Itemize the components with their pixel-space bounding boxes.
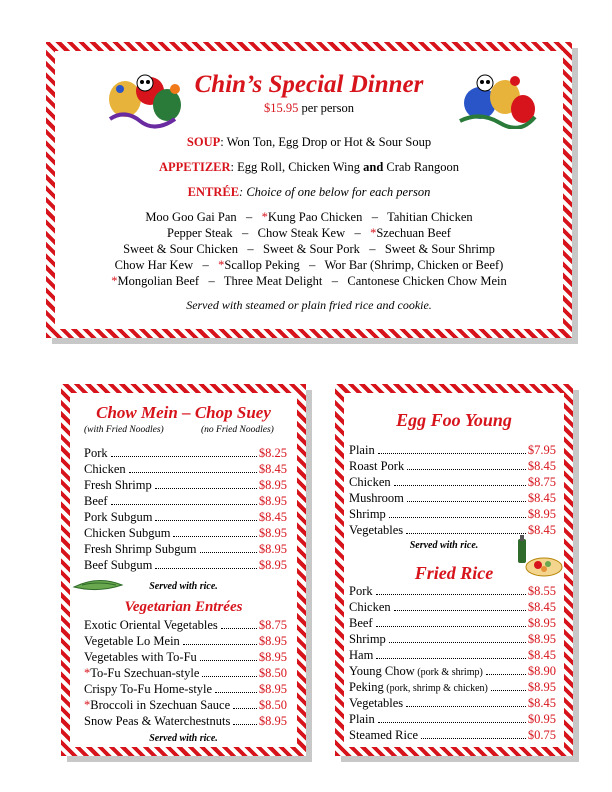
menu-item <box>349 696 556 712</box>
spicy-marker: * <box>218 258 225 272</box>
special-dinner-price <box>55 101 563 116</box>
item-name-text: Ham <box>349 648 374 662</box>
entree-text: Kung Pao Chicken – Tahitian Chicken <box>267 210 473 224</box>
dot-leader <box>389 507 526 518</box>
chow-mein-title: Chow Mein – Chop Suey <box>96 403 271 422</box>
egg-foo-young-panel <box>335 384 573 756</box>
vegetarian-note: Served with rice. <box>149 733 218 744</box>
with-noodles-note: (with Fried Noodles) <box>84 425 164 435</box>
menu-item-name <box>349 507 386 522</box>
item-name-text: Chicken Subgum <box>84 526 171 540</box>
entree-choices-line-3: Sweet & Sour Chicken – Sweet & Sour Pork – Sweet & Sour Shrimp <box>123 242 495 256</box>
menu-item-price: $0.95 <box>527 712 556 726</box>
menu-item-name <box>349 584 373 599</box>
item-name-text: Pork Subgum <box>84 510 153 524</box>
menu-item <box>84 682 287 698</box>
item-name-text: Fresh Shrimp <box>84 478 152 492</box>
item-name-text: Vegetable Lo Mein <box>84 634 180 648</box>
served-with-note: Served with steamed or plain fried rice and cookie. <box>186 298 432 312</box>
menu-item-name <box>349 664 483 679</box>
menu-item-price: $8.95 <box>258 526 287 540</box>
dot-leader <box>378 443 526 454</box>
menu-item-name <box>84 558 152 573</box>
menu-item <box>349 584 556 600</box>
menu-item-name <box>84 478 152 493</box>
item-name-text: To-Fu Szechuan-style <box>90 666 200 680</box>
menu-item-price: $0.75 <box>527 728 556 742</box>
dot-leader <box>407 491 526 502</box>
menu-item <box>349 648 556 664</box>
menu-item-name <box>349 443 375 458</box>
appetizer-and: and <box>363 160 384 174</box>
menu-item <box>84 650 287 666</box>
menu-item-price: $8.95 <box>258 714 287 728</box>
price-value: $15.95 <box>264 101 299 115</box>
item-name-text: Chicken <box>349 475 391 489</box>
item-name-text: Roast Pork <box>349 459 405 473</box>
menu-item-name <box>349 728 418 743</box>
menu-item-name <box>349 712 375 727</box>
dot-leader <box>155 510 256 521</box>
menu-item <box>84 618 287 634</box>
menu-item-name <box>84 698 230 713</box>
menu-item <box>349 632 556 648</box>
spicy-marker: * <box>84 666 91 680</box>
item-name-text: Steamed Rice <box>349 728 419 742</box>
menu-item-name <box>84 618 218 633</box>
menu-item-name <box>349 491 404 506</box>
entree-text: Moo Goo Gai Pan – <box>145 210 262 224</box>
menu-item-name <box>349 459 404 474</box>
item-name-text: Plain <box>349 443 375 457</box>
spicy-marker: * <box>111 274 118 288</box>
entree-instruction: : Choice of one below for each person <box>239 185 431 199</box>
menu-item-name <box>84 542 197 557</box>
menu-item-price: $8.95 <box>258 478 287 492</box>
menu-item-price: $8.45 <box>527 696 556 710</box>
dot-leader <box>111 446 257 457</box>
appetizer-text: : Egg Roll, Chicken Wing <box>230 160 364 174</box>
item-name-text: Broccoli in Szechuan Sauce <box>90 698 231 712</box>
menu-item <box>84 526 287 542</box>
menu-item-price: $8.95 <box>258 558 287 572</box>
menu-item <box>349 616 556 632</box>
fried-rice-title: Fried Rice <box>414 563 494 583</box>
menu-item-price: $8.95 <box>258 650 287 664</box>
menu-item-name <box>349 475 391 490</box>
soup-options: : Won Ton, Egg Drop or Hot & Sour Soup <box>220 135 432 149</box>
menu-item-price: $8.95 <box>527 632 556 646</box>
menu-item-name <box>84 666 199 681</box>
menu-item-price: $8.95 <box>258 634 287 648</box>
menu-item <box>84 478 287 494</box>
menu-item-price: $8.45 <box>527 648 556 662</box>
menu-item <box>349 664 556 680</box>
menu-item-price: $8.75 <box>258 618 287 632</box>
dot-leader <box>394 475 526 486</box>
item-name-text: Snow Peas & Waterchestnuts <box>84 714 231 728</box>
item-name-text: Vegetables <box>349 696 404 710</box>
item-name-text: Vegetables with To-Fu <box>84 650 197 664</box>
dot-leader <box>155 478 257 489</box>
item-name-text: Plain <box>349 712 375 726</box>
menu-item-name <box>84 714 230 729</box>
entree-text: Pepper Steak – Chow Steak Kew – <box>167 226 371 240</box>
dot-leader <box>183 634 257 645</box>
special-dinner-title: Chin’s Special Dinner <box>194 71 424 98</box>
menu-item-name <box>349 680 488 695</box>
menu-item <box>349 680 556 696</box>
no-noodles-note: (no Fried Noodles) <box>201 425 274 435</box>
menu-item-price: $8.50 <box>258 698 287 712</box>
menu-item-price: $8.45 <box>527 459 556 473</box>
item-name-text: Shrimp <box>349 632 386 646</box>
item-detail: (pork, shrimp & chicken) <box>383 683 488 694</box>
dot-leader <box>486 664 526 675</box>
dot-leader <box>406 523 526 534</box>
menu-item-price: $8.95 <box>258 494 287 508</box>
spicy-marker: * <box>370 226 377 240</box>
menu-item-price: $8.75 <box>527 475 556 489</box>
chow-mein-panel <box>61 384 306 756</box>
menu-item-price: $7.95 <box>527 443 556 457</box>
appetizer-text-end: Crab Rangoon <box>383 160 459 174</box>
egg-foo-young-title: Egg Foo Young <box>396 410 512 430</box>
dot-leader <box>406 696 526 707</box>
menu-item-name <box>84 634 180 649</box>
menu-item-price: $8.45 <box>527 491 556 505</box>
menu-item-name <box>84 510 152 525</box>
price-unit: per person <box>301 101 354 115</box>
menu-item-name <box>349 632 386 647</box>
menu-item-name <box>349 523 403 538</box>
entree-label: ENTRÉE <box>187 185 240 199</box>
dot-leader <box>233 714 257 725</box>
menu-item-name <box>84 526 170 541</box>
entree-text: Scallop Peking – Wor Bar (Shrimp, Chicken or Beef) <box>224 258 504 272</box>
menu-item-price: $8.45 <box>527 600 556 614</box>
menu-item <box>349 712 556 728</box>
menu-item <box>84 494 287 510</box>
appetizer-label: APPETIZER <box>159 160 231 174</box>
menu-item-name <box>349 600 391 615</box>
item-name-text: Beef <box>84 494 108 508</box>
menu-item-price: $8.45 <box>258 510 287 524</box>
entree-line <box>55 185 563 200</box>
entree-choices-line-5 <box>55 274 563 289</box>
dot-leader <box>421 728 526 739</box>
dot-leader <box>389 632 526 643</box>
appetizer-line <box>55 160 563 175</box>
menu-item-price: $8.45 <box>527 523 556 537</box>
item-name-text: Exotic Oriental Vegetables <box>84 618 218 632</box>
dot-leader <box>200 650 257 661</box>
egg-foo-young-note: Served with rice. <box>409 540 479 551</box>
dot-leader <box>376 584 526 595</box>
dot-leader <box>491 680 526 691</box>
menu-item-name <box>349 696 403 711</box>
dot-leader <box>129 462 257 473</box>
entree-choices-line-1 <box>55 210 563 225</box>
menu-item-price: $8.95 <box>527 616 556 630</box>
menu-item-price: $8.50 <box>258 666 287 680</box>
menu-item <box>84 714 287 730</box>
menu-item-price: $8.45 <box>258 462 287 476</box>
dot-leader <box>202 666 256 677</box>
spicy-marker: * <box>84 698 91 712</box>
menu-item-name <box>84 650 197 665</box>
item-name-text: Chicken <box>349 600 391 614</box>
menu-item-name <box>349 616 373 631</box>
dot-leader <box>111 494 257 505</box>
dot-leader <box>407 459 526 470</box>
spicy-marker: * <box>261 210 268 224</box>
menu-item <box>349 491 556 507</box>
item-name-text: Crispy To-Fu Home-style <box>84 682 213 696</box>
dot-leader <box>378 712 526 723</box>
item-name-text: Fresh Shrimp Subgum <box>84 542 197 556</box>
item-name-text: Pork <box>349 584 373 598</box>
menu-item <box>349 475 556 491</box>
soup-line <box>55 135 563 150</box>
entree-choices-line-4 <box>55 258 563 273</box>
menu-item <box>349 443 556 459</box>
item-name-text: Mushroom <box>349 491 404 505</box>
dot-leader <box>173 526 256 537</box>
menu-item <box>84 558 287 574</box>
item-name-text: Pork <box>84 446 108 460</box>
entree-text: Chow Har Kew – <box>114 258 219 272</box>
menu-item-name <box>349 648 373 663</box>
menu-item-name <box>84 682 212 697</box>
item-name-text: Peking <box>349 680 384 694</box>
dot-leader <box>221 618 257 629</box>
menu-item-price: $8.95 <box>527 680 556 694</box>
item-detail: (pork & shrimp) <box>414 667 483 678</box>
menu-item <box>84 634 287 650</box>
item-name-text: Chicken <box>84 462 126 476</box>
menu-item-name <box>84 446 108 461</box>
menu-item <box>84 542 287 558</box>
dot-leader <box>233 698 257 709</box>
soup-label: SOUP <box>186 135 221 149</box>
dot-leader <box>394 600 526 611</box>
menu-item <box>84 510 287 526</box>
menu-item <box>349 600 556 616</box>
menu-item-price: $8.95 <box>527 507 556 521</box>
dot-leader <box>200 542 257 553</box>
dot-leader <box>376 648 526 659</box>
menu-item <box>349 459 556 475</box>
menu-item <box>84 462 287 478</box>
dot-leader <box>376 616 526 627</box>
menu-item-price: $8.95 <box>258 682 287 696</box>
menu-item-price: $8.25 <box>258 446 287 460</box>
vegetarian-title: Vegetarian Entrées <box>124 599 243 615</box>
item-name-text: Beef <box>349 616 373 630</box>
item-name-text: Vegetables <box>349 523 404 537</box>
chow-mein-note: Served with rice. <box>149 581 218 592</box>
item-name-text: Young Chow <box>349 664 415 678</box>
entree-text: Mongolian Beef – Three Meat Delight – Cantonese Chicken Chow Mein <box>117 274 507 288</box>
menu-item <box>84 698 287 714</box>
menu-item-price: $8.95 <box>258 542 287 556</box>
menu-item <box>84 666 287 682</box>
menu-item-name <box>84 462 126 477</box>
item-name-text: Beef Subgum <box>84 558 153 572</box>
menu-item <box>349 507 556 523</box>
dot-leader <box>215 682 257 693</box>
entree-choices-line-2 <box>55 226 563 241</box>
menu-item-price: $8.55 <box>527 584 556 598</box>
special-dinner-panel <box>46 42 572 338</box>
menu-item <box>84 446 287 462</box>
item-name-text: Shrimp <box>349 507 386 521</box>
menu-item <box>349 728 556 744</box>
dot-leader <box>155 558 256 569</box>
entree-text: Szechuan Beef <box>376 226 451 240</box>
menu-item-price: $8.90 <box>527 664 556 678</box>
menu-item-name <box>84 494 108 509</box>
